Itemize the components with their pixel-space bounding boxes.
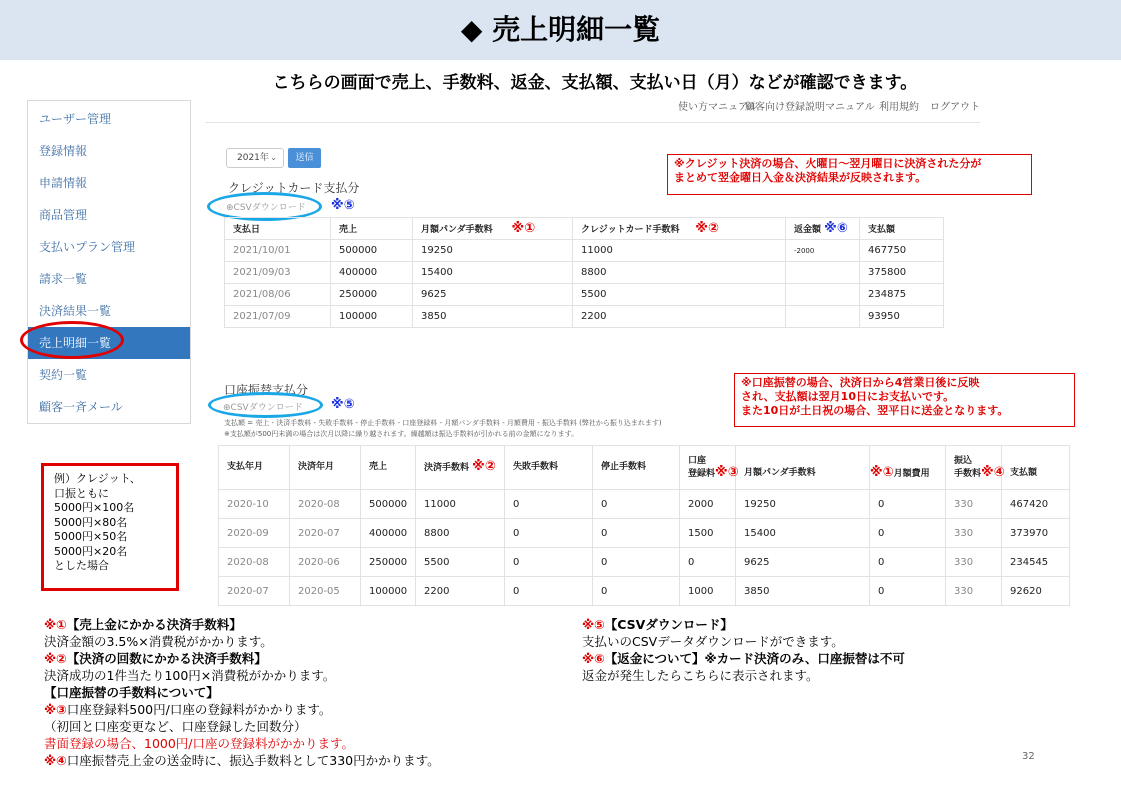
mark-1: ※① bbox=[870, 464, 894, 480]
example-line: 5000円×20名 bbox=[54, 544, 128, 558]
mark-2: ※② bbox=[472, 459, 496, 474]
cell bbox=[786, 284, 860, 306]
cell: 2020-08 bbox=[290, 490, 361, 519]
cell: 8800 bbox=[416, 519, 505, 548]
col-header-label: 月額パンダ手数料 bbox=[421, 225, 493, 235]
cell: 400000 bbox=[331, 262, 413, 284]
cell: 330 bbox=[946, 548, 1002, 577]
cell: 3850 bbox=[736, 577, 870, 606]
col-header: 決済年月 bbox=[290, 446, 361, 490]
cell: 2020-07 bbox=[290, 519, 361, 548]
bank-table-header bbox=[219, 446, 1070, 490]
col-header-label: クレジットカード手数料 bbox=[581, 225, 680, 235]
cell: 2020-07 bbox=[219, 577, 290, 606]
cell: 5500 bbox=[416, 548, 505, 577]
cell: 0 bbox=[505, 577, 593, 606]
cell: 0 bbox=[680, 548, 736, 577]
bank-note-line: ※口座振替の場合、決済日から4営業日後に反映 bbox=[741, 376, 980, 389]
col-header bbox=[413, 218, 573, 240]
cell: 3850 bbox=[413, 306, 573, 328]
credit-note-line: まとめて翌金曜日入金＆決済結果が反映されます。 bbox=[674, 171, 927, 184]
sidebar-item-contracts[interactable]: 契約一覧 bbox=[39, 368, 88, 382]
note-heading: 【口座振替の手数料について】 bbox=[44, 685, 219, 700]
sidebar-item-user-management[interactable]: ユーザー管理 bbox=[39, 112, 112, 126]
cell: 0 bbox=[593, 490, 680, 519]
mark-6: ※⑥ bbox=[824, 221, 848, 236]
cell: 11000 bbox=[573, 240, 786, 262]
col-header bbox=[786, 218, 860, 240]
cell bbox=[786, 306, 860, 328]
cell: 330 bbox=[946, 577, 1002, 606]
cell: 0 bbox=[593, 548, 680, 577]
cell: 2020-05 bbox=[290, 577, 361, 606]
nav-customer-manual[interactable]: 顧客向け登録説明マニュアル bbox=[745, 102, 875, 113]
example-line: 口振ともに bbox=[54, 486, 109, 500]
cell: 0 bbox=[870, 490, 946, 519]
cell: 2021/10/01 bbox=[225, 240, 331, 262]
mark-1: ※① bbox=[511, 221, 536, 236]
cell: 375800 bbox=[860, 262, 944, 284]
col-header-label: 月額費用 bbox=[893, 468, 930, 479]
col-header-label: 決済手数料 bbox=[424, 463, 470, 473]
example-line: とした場合 bbox=[54, 559, 109, 572]
cell: 2021/09/03 bbox=[225, 262, 331, 284]
cell: 2020-10 bbox=[219, 490, 290, 519]
col-header-label: 口座 bbox=[688, 455, 707, 466]
sidebar-item-sales-details[interactable]: 売上明細一覧 bbox=[28, 327, 190, 359]
cell: -2000 bbox=[786, 240, 860, 262]
sidebar-item-bulk-mail[interactable]: 顧客一斉メール bbox=[39, 400, 123, 414]
bank-section-title: 口座振替支払分 bbox=[224, 383, 309, 397]
col-header bbox=[946, 446, 1005, 490]
note-mark: ※① bbox=[44, 617, 67, 632]
cell bbox=[786, 262, 860, 284]
cell: 100000 bbox=[361, 577, 416, 606]
send-button[interactable]: 送信 bbox=[288, 148, 321, 168]
cell: 0 bbox=[593, 577, 680, 606]
note-heading: 【CSVダウンロード】 bbox=[604, 617, 733, 632]
cell: 2020-06 bbox=[290, 548, 361, 577]
cell: 9625 bbox=[413, 284, 573, 306]
cell: 0 bbox=[505, 519, 593, 548]
year-select-value: 2021年 bbox=[237, 153, 269, 163]
cell: 2020-09 bbox=[219, 519, 290, 548]
col-header bbox=[680, 446, 739, 490]
credit-table-header bbox=[225, 218, 944, 240]
note-text: 口座振替売上金の送金時に、振込手数料として330円かかります。 bbox=[66, 753, 440, 768]
cell: 0 bbox=[870, 548, 946, 577]
nav-usage-manual[interactable]: 使い方マニュアル bbox=[678, 102, 758, 113]
sidebar-item-payment-plans[interactable]: 支払いプラン管理 bbox=[39, 240, 136, 254]
bank-carryover-text: ※支払額が500円未満の場合は次月以降に繰り越されます。繰越額は振込手数料が引かれる前の金額になります。 bbox=[224, 430, 579, 438]
bank-table bbox=[218, 445, 1070, 606]
cell: 15400 bbox=[413, 262, 573, 284]
note-heading: 【返金について】※カード決済のみ、口座振替は不可 bbox=[604, 651, 905, 666]
col-header-label: 登録料 bbox=[688, 468, 716, 479]
sidebar-item-invoices[interactable]: 請求一覧 bbox=[39, 272, 88, 286]
cell: 330 bbox=[946, 519, 1002, 548]
sidebar bbox=[27, 100, 191, 424]
col-header: 支払額 bbox=[860, 218, 944, 240]
cell: 9625 bbox=[736, 548, 870, 577]
col-header-label: 返金額 bbox=[794, 225, 822, 235]
example-line: 5000円×50名 bbox=[54, 530, 128, 543]
cell: 93950 bbox=[860, 306, 944, 328]
chevron-down-icon: ⌄ bbox=[270, 153, 277, 162]
cell: 2020-08 bbox=[219, 548, 290, 577]
year-select[interactable] bbox=[226, 148, 284, 168]
col-header: 売上 bbox=[361, 446, 416, 490]
note-mark: ※⑤ bbox=[582, 617, 605, 632]
note-text: 決済金額の3.5%×消費税がかかります。 bbox=[44, 634, 273, 649]
note-mark: ※③ bbox=[44, 702, 67, 717]
example-line: 5000円×100名 bbox=[54, 501, 135, 514]
credit-note-line: ※クレジット決済の場合、火曜日～翌月曜日に決済された分が bbox=[674, 157, 982, 170]
credit-note-box bbox=[667, 154, 1032, 195]
cell: 467420 bbox=[1002, 490, 1070, 519]
bank-csv-mark: ※⑤ bbox=[331, 397, 355, 412]
note-mark: ※④ bbox=[44, 753, 67, 768]
cell: 19250 bbox=[413, 240, 573, 262]
cell: 2000 bbox=[680, 490, 736, 519]
cell: 5500 bbox=[573, 284, 786, 306]
example-line: 5000円×80名 bbox=[54, 515, 128, 529]
table-row bbox=[219, 577, 1070, 606]
mark-3: ※③ bbox=[715, 464, 739, 480]
col-header: 支払年月 bbox=[219, 446, 290, 490]
col-header bbox=[416, 446, 505, 490]
highlight-ellipse-bank-csv bbox=[208, 392, 323, 418]
sidebar-item-settlement-results[interactable]: 決済結果一覧 bbox=[39, 304, 112, 318]
sidebar-item-registration-info[interactable]: 登録情報 bbox=[39, 144, 88, 158]
cell: 400000 bbox=[361, 519, 416, 548]
cell: 250000 bbox=[361, 548, 416, 577]
col-header: 失敗手数料 bbox=[505, 446, 593, 490]
mark-2: ※② bbox=[695, 221, 719, 236]
table-row bbox=[219, 490, 1070, 519]
nav-logout[interactable]: ログアウト bbox=[930, 102, 980, 113]
table-row bbox=[219, 548, 1070, 577]
cell: 100000 bbox=[331, 306, 413, 328]
note-heading: 【決済の回数にかかる決済手数料】 bbox=[66, 651, 267, 666]
note-text: （初回と口座変更など、口座登録した回数分） bbox=[44, 719, 307, 734]
col-header bbox=[573, 218, 786, 240]
bank-note-box bbox=[734, 373, 1075, 427]
note-text: 決済成功の1件当たり100円×消費税がかかります。 bbox=[44, 668, 336, 683]
note-text: 返金が発生したらこちらに表示されます。 bbox=[582, 668, 819, 683]
cell: 500000 bbox=[361, 490, 416, 519]
sidebar-item-product-management[interactable]: 商品管理 bbox=[39, 208, 88, 222]
bank-note-line: され、支払額は翌月10日にお支払いです。 bbox=[741, 390, 955, 403]
col-header: 支払日 bbox=[225, 218, 331, 240]
cell: 500000 bbox=[331, 240, 413, 262]
cell: 0 bbox=[505, 490, 593, 519]
note-text: 書面登録の場合、1000円/口座の登録料がかかります。 bbox=[44, 736, 355, 751]
cell: 8800 bbox=[573, 262, 786, 284]
cell: 467750 bbox=[860, 240, 944, 262]
note-mark: ※② bbox=[44, 651, 67, 666]
cell: 0 bbox=[870, 577, 946, 606]
col-header: 月額パンダ手数料 bbox=[736, 446, 870, 490]
table-row bbox=[225, 240, 944, 262]
cell: 1000 bbox=[680, 577, 736, 606]
example-line: 例）クレジット、 bbox=[54, 472, 141, 485]
cell: 15400 bbox=[736, 519, 870, 548]
col-header-label: 振込 bbox=[954, 455, 973, 466]
cell: 2200 bbox=[573, 306, 786, 328]
cell: 0 bbox=[505, 548, 593, 577]
col-header: 停止手数料 bbox=[593, 446, 680, 490]
table-row bbox=[225, 284, 944, 306]
note-text: 口座登録料500円/口座の登録料がかかります。 bbox=[66, 702, 332, 717]
table-row bbox=[225, 262, 944, 284]
cell: 234545 bbox=[1002, 548, 1070, 577]
note-mark: ※⑥ bbox=[582, 651, 605, 666]
col-header-label: 手数料 bbox=[954, 468, 982, 479]
page-title: ◆ 売上明細一覧 bbox=[460, 13, 661, 46]
cell: 250000 bbox=[331, 284, 413, 306]
col-header bbox=[870, 446, 946, 490]
bank-note-line: また10日が土日祝の場合、翌平日に送金となります。 bbox=[741, 404, 1009, 417]
table-row bbox=[225, 306, 944, 328]
credit-csv-download-link[interactable]: ⊕CSVダウンロード bbox=[226, 203, 306, 213]
bank-formula-text: 支払額 = 売上 - 決済手数料 - 失敗手数料 - 停止手数料 - 口座登録料 - 月額パンダ手数料 - 月額費用 - 振込手数料 (弊社から振り込まれます) bbox=[224, 419, 662, 427]
page-subtitle: こちらの画面で売上、手数料、返金、支払額、支払い日（月）などが確認できます。 bbox=[272, 73, 918, 93]
page-number: 32 bbox=[1022, 751, 1035, 762]
cell: 2021/08/06 bbox=[225, 284, 331, 306]
sidebar-item-application-info[interactable]: 申請情報 bbox=[39, 176, 88, 190]
cell: 11000 bbox=[416, 490, 505, 519]
cell: 1500 bbox=[680, 519, 736, 548]
cell: 373970 bbox=[1002, 519, 1070, 548]
credit-table bbox=[224, 217, 944, 328]
cell: 330 bbox=[946, 490, 1002, 519]
cell: 2200 bbox=[416, 577, 505, 606]
notes-right bbox=[582, 616, 905, 684]
cell: 92620 bbox=[1002, 577, 1070, 606]
nav-divider bbox=[205, 122, 980, 123]
table-row bbox=[219, 519, 1070, 548]
cell: 0 bbox=[870, 519, 946, 548]
cell: 19250 bbox=[736, 490, 870, 519]
highlight-ellipse-sidebar bbox=[20, 321, 124, 359]
col-header: 支払額 bbox=[1002, 446, 1070, 490]
col-header: 売上 bbox=[331, 218, 413, 240]
notes-left bbox=[44, 616, 440, 769]
cell: 234875 bbox=[860, 284, 944, 306]
mark-4: ※④ bbox=[981, 464, 1005, 480]
note-text: 支払いのCSVデータダウンロードができます。 bbox=[582, 634, 844, 649]
cell: 2021/07/09 bbox=[225, 306, 331, 328]
nav-terms[interactable]: 利用規約 bbox=[879, 102, 919, 113]
cell: 0 bbox=[593, 519, 680, 548]
example-box bbox=[41, 463, 179, 591]
credit-section-title: クレジットカード支払分 bbox=[228, 181, 360, 195]
credit-csv-mark: ※⑤ bbox=[331, 198, 355, 213]
note-heading: 【売上金にかかる決済手数料】 bbox=[66, 617, 242, 632]
bank-csv-download-link[interactable]: ⊕CSVダウンロード bbox=[223, 403, 303, 413]
